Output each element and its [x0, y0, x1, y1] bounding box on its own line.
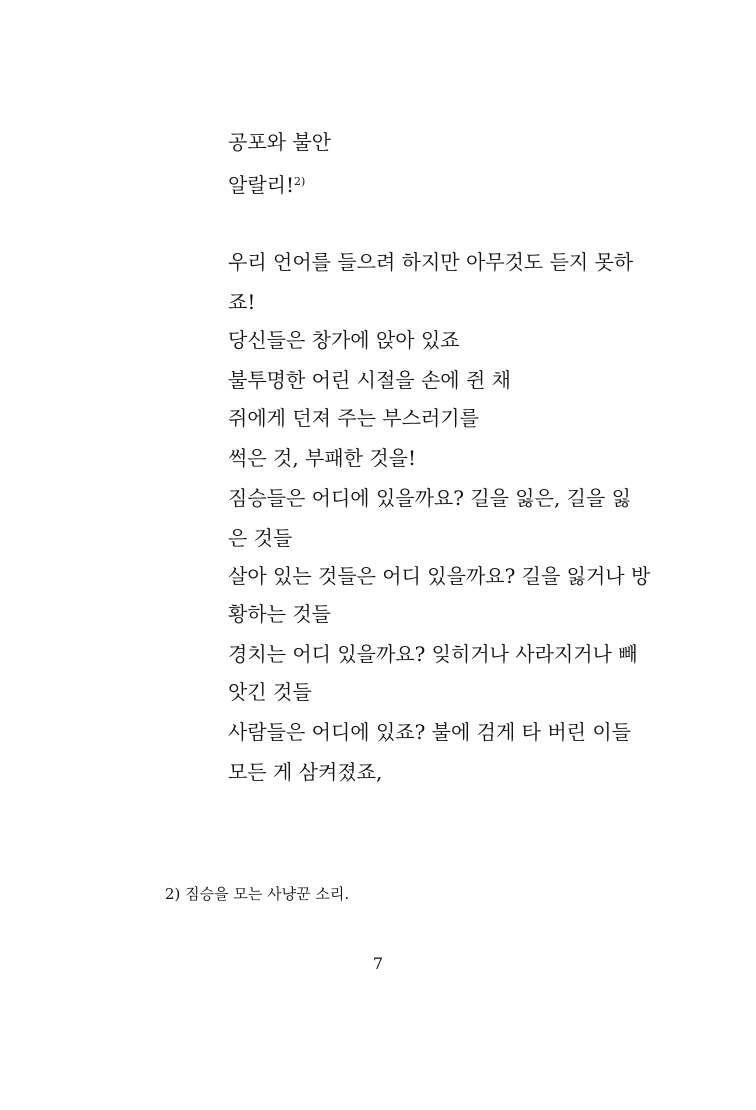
- poem-line: 짐승들은 어디에 있을까요? 길을 잃은, 길을 잃: [228, 486, 631, 510]
- poem-line: 당신들은 창가에 앉아 있죠: [228, 328, 460, 352]
- poem-line: 불투명한 어린 시절을 손에 쥔 채: [228, 368, 511, 392]
- poem-line: 황하는 것들: [228, 602, 331, 626]
- poem-line: 은 것들: [228, 526, 293, 550]
- poem-line: 앗긴 것들: [228, 680, 312, 704]
- poem-line: 썩은 것, 부패한 것을!: [228, 446, 417, 470]
- poem-line: [228, 170, 305, 197]
- poem-line: 살아 있는 것들은 어디 있을까요? 길을 잃거나 방: [228, 564, 651, 588]
- poem-line: 경치는 어디 있을까요? 잊히거나 사라지거나 빼: [228, 642, 638, 666]
- poem-line: 사람들은 어디에 있죠? 불에 검게 타 버린 이들: [228, 720, 631, 744]
- poem-line: 우리 언어를 들으려 하지만 아무것도 듣지 못하: [228, 250, 634, 274]
- footnote-reference: 2): [294, 175, 306, 188]
- poem-line: 쥐에게 던져 주는 부스러기를: [228, 406, 479, 430]
- page-number: 7: [372, 954, 384, 973]
- poem-line: 모든 게 삼켜졌죠,: [228, 760, 383, 784]
- poem-line: 죠!: [228, 290, 256, 314]
- footnote: 2) 짐승을 모는 사냥꾼 소리.: [165, 885, 350, 903]
- poem-line-text: 알랄리!: [228, 173, 294, 197]
- poem-line: 공포와 불안: [228, 130, 331, 154]
